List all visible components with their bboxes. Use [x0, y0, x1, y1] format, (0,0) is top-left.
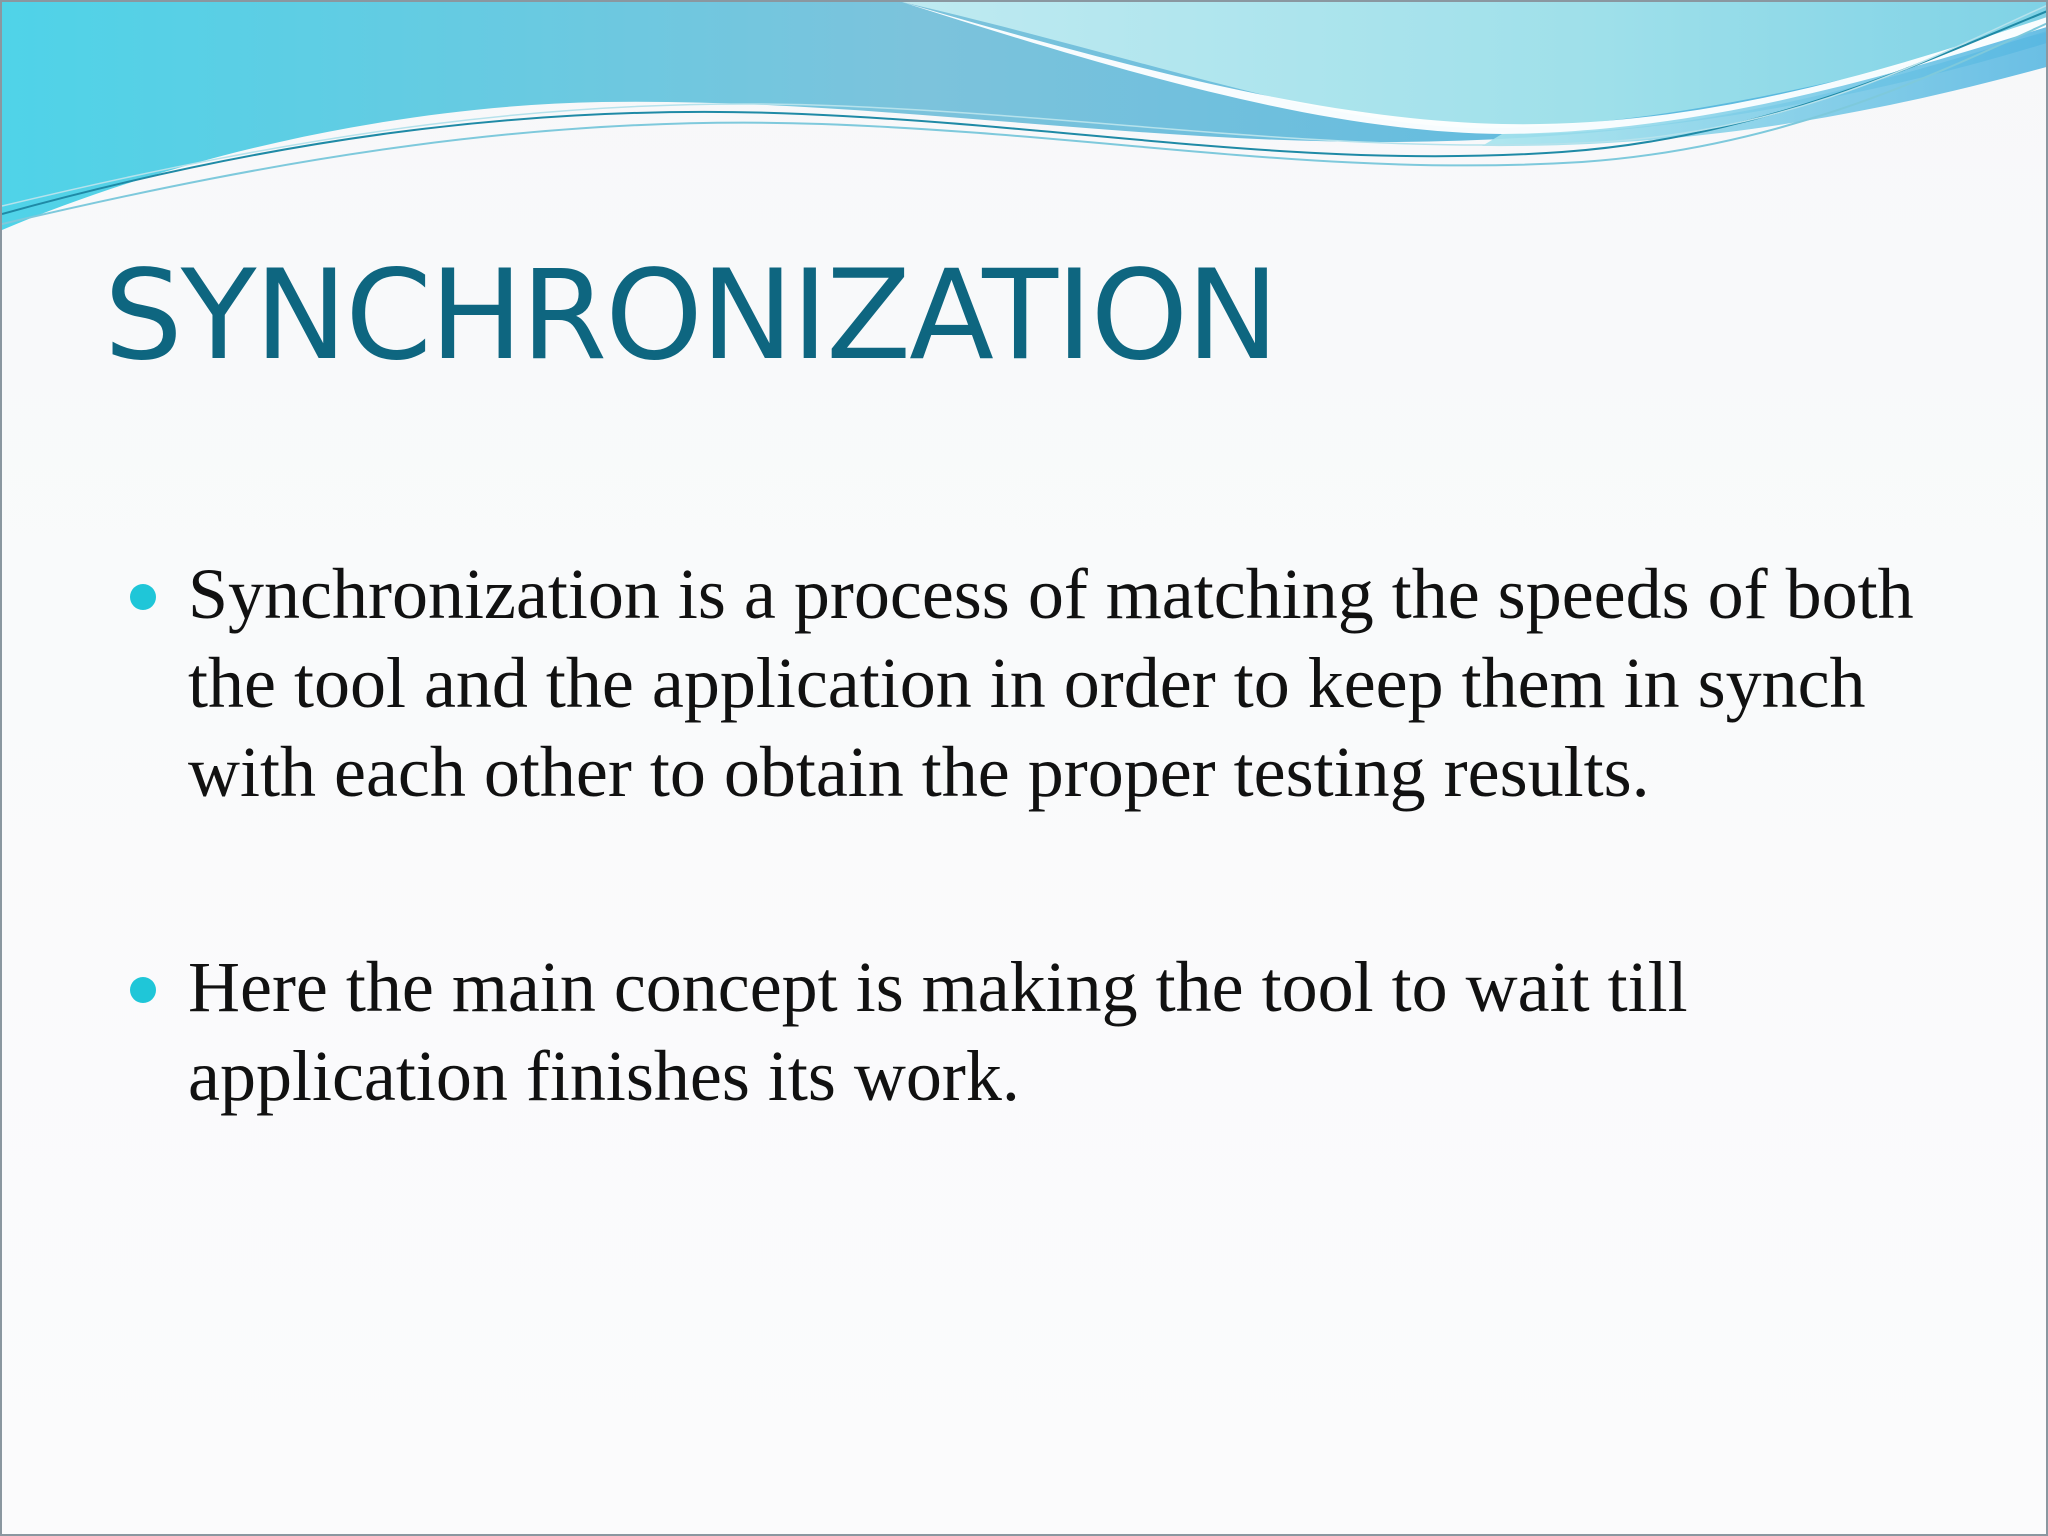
- bullet-marker-icon: [130, 584, 156, 610]
- bullet-item: [128, 550, 1968, 817]
- bullet-marker-icon: [130, 977, 156, 1003]
- bullet-list: [128, 550, 1968, 1121]
- bullet-text: Here the main concept is making the tool to wait till application finishes its work.: [188, 947, 1688, 1116]
- bullet-text: Synchronization is a process of matching the speeds of both the tool and the application in order to keep them in synch with each other to obtain the proper testing results.: [188, 554, 1914, 812]
- header-wave-decoration: [2, 2, 2048, 242]
- slide-title: SYNCHRONIZATION: [104, 244, 1277, 388]
- bullet-item: [128, 943, 1968, 1121]
